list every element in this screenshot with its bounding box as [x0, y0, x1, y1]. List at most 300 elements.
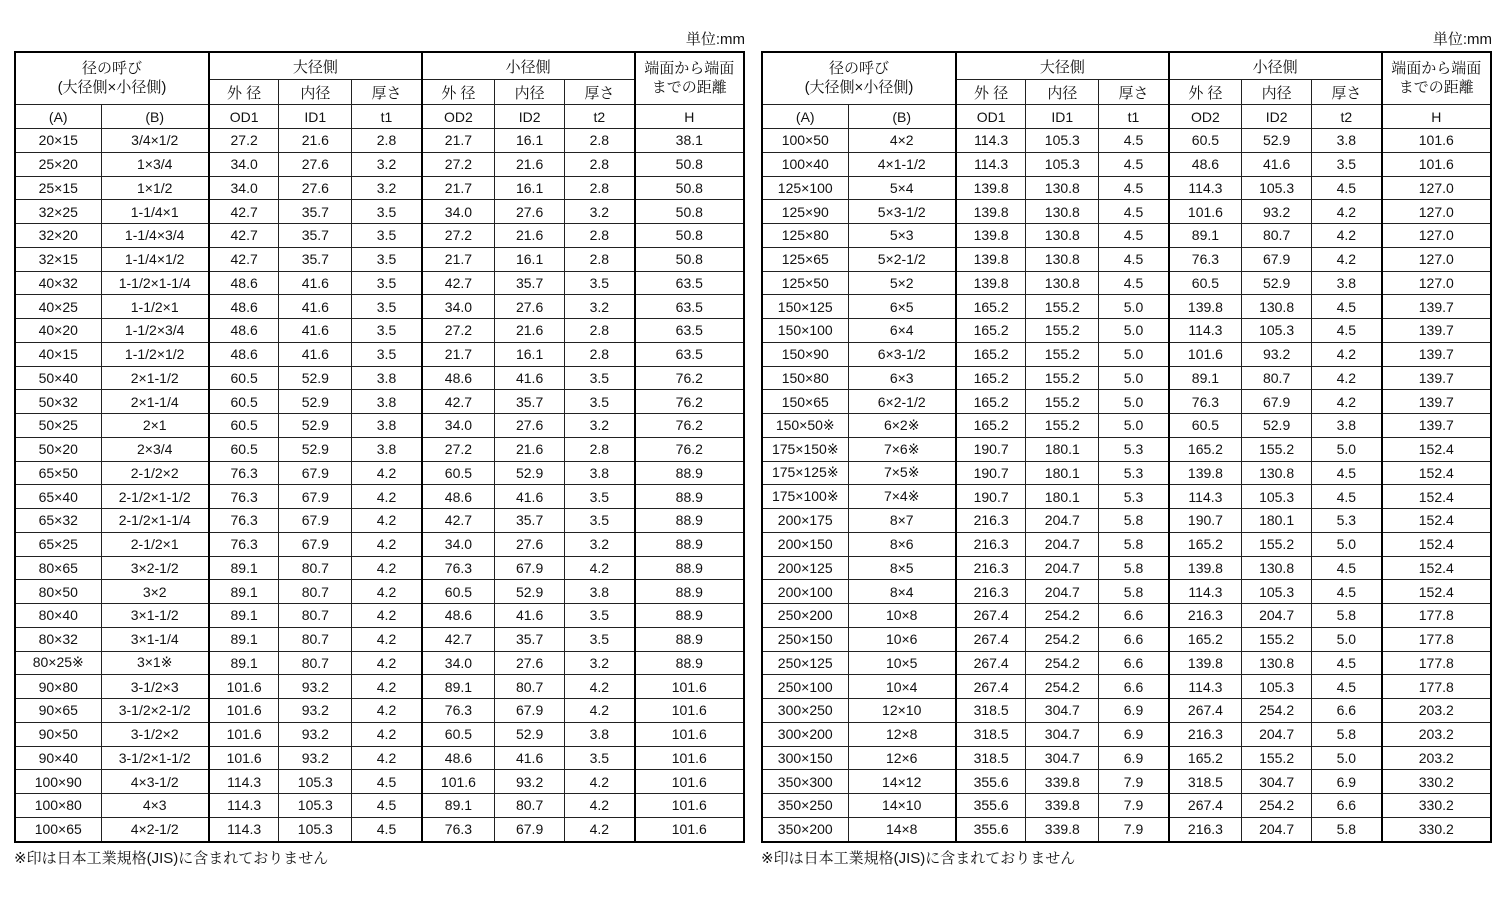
- table-cell: 65×32: [15, 509, 101, 533]
- table-row: [15, 200, 744, 224]
- table-cell: 34.0: [422, 651, 495, 675]
- table-cell: 89.1: [209, 556, 279, 580]
- table-row: [762, 247, 1491, 271]
- table-cell: 130.8: [1026, 247, 1099, 271]
- table-cell: 100×80: [15, 794, 101, 818]
- table-cell: 60.5: [209, 437, 279, 461]
- table-cell: 5×3-1/2: [848, 200, 956, 224]
- col-header-id1-jp: 内径: [279, 80, 352, 105]
- col-header-b: (B): [101, 105, 209, 129]
- col-header-od2: OD2: [422, 105, 495, 129]
- table-cell: 6.6: [1099, 651, 1169, 675]
- table-cell: 42.7: [422, 271, 495, 295]
- table-cell: 3.2: [352, 176, 422, 200]
- table-cell: 190.7: [956, 437, 1026, 461]
- col-header-t1-jp: 厚さ: [1099, 80, 1169, 105]
- table-cell: 139.8: [956, 224, 1026, 248]
- table-cell: 4.2: [352, 746, 422, 770]
- table-row: [762, 319, 1491, 343]
- table-cell: 89.1: [209, 604, 279, 628]
- table-row: [15, 271, 744, 295]
- table-cell: 10×5: [848, 651, 956, 675]
- table-cell: 105.3: [1026, 129, 1099, 153]
- table-header: [762, 52, 1491, 129]
- table-row: [15, 152, 744, 176]
- table-cell: 180.1: [1026, 437, 1099, 461]
- table-cell: 2-1/2×1: [101, 532, 209, 556]
- table-cell: 139.7: [1382, 390, 1491, 414]
- col-header-t1: t1: [1099, 105, 1169, 129]
- table-cell: 5.0: [1099, 414, 1169, 438]
- table-cell: 300×200: [762, 722, 848, 746]
- table-cell: 50×32: [15, 390, 101, 414]
- table-row: [762, 580, 1491, 604]
- table-cell: 4.5: [1312, 580, 1382, 604]
- col-group-face-distance: [635, 52, 744, 105]
- table-cell: 3-1/2×2-1/2: [101, 699, 209, 723]
- table-cell: 50×20: [15, 437, 101, 461]
- col-header-t2-jp: 厚さ: [1312, 80, 1382, 105]
- table-cell: 34.0: [422, 414, 495, 438]
- table-cell: 6.9: [1099, 699, 1169, 723]
- table-cell: 155.2: [1026, 319, 1099, 343]
- table-cell: 100×65: [15, 817, 101, 841]
- table-cell: 14×8: [848, 817, 956, 841]
- table-cell: 80.7: [495, 675, 565, 699]
- table-cell: 4.5: [1099, 152, 1169, 176]
- table-cell: 27.2: [209, 129, 279, 153]
- table-cell: 130.8: [1026, 271, 1099, 295]
- table-cell: 5.0: [1312, 627, 1382, 651]
- table-cell: 100×50: [762, 129, 848, 153]
- table-row: [15, 746, 744, 770]
- table-row: [15, 295, 744, 319]
- table-cell: 204.7: [1242, 604, 1312, 628]
- table-cell: 3.5: [565, 746, 635, 770]
- table-cell: 101.6: [209, 722, 279, 746]
- spec-panel-left: [14, 30, 745, 868]
- table-cell: 139.8: [956, 247, 1026, 271]
- table-cell: 5.8: [1099, 556, 1169, 580]
- table-cell: 12×10: [848, 699, 956, 723]
- table-cell: 339.8: [1026, 770, 1099, 794]
- table-cell: 48.6: [422, 604, 495, 628]
- table-cell: 4.5: [1312, 295, 1382, 319]
- table-cell: 155.2: [1026, 414, 1099, 438]
- table-cell: 41.6: [279, 342, 352, 366]
- table-cell: 165.2: [1169, 746, 1242, 770]
- table-cell: 1-1/4×1/2: [101, 247, 209, 271]
- table-cell: 177.8: [1382, 627, 1491, 651]
- table-cell: 50×25: [15, 414, 101, 438]
- table-cell: 304.7: [1026, 699, 1099, 723]
- table-cell: 101.6: [209, 699, 279, 723]
- table-cell: 130.8: [1242, 461, 1312, 485]
- table-cell: 130.8: [1242, 295, 1312, 319]
- table-cell: 139.7: [1382, 414, 1491, 438]
- table-cell: 60.5: [422, 461, 495, 485]
- table-cell: 216.3: [956, 580, 1026, 604]
- table-cell: 152.4: [1382, 580, 1491, 604]
- table-cell: 114.3: [1169, 485, 1242, 509]
- table-cell: 60.5: [209, 414, 279, 438]
- table-row: [15, 532, 744, 556]
- table-cell: 165.2: [956, 414, 1026, 438]
- table-row: [15, 414, 744, 438]
- table-cell: 4.5: [1312, 461, 1382, 485]
- table-cell: 88.9: [635, 580, 744, 604]
- table-cell: 250×125: [762, 651, 848, 675]
- table-cell: 5.0: [1099, 342, 1169, 366]
- table-row: [762, 627, 1491, 651]
- table-cell: 76.3: [422, 699, 495, 723]
- table-cell: 40×25: [15, 295, 101, 319]
- table-cell: 150×125: [762, 295, 848, 319]
- table-cell: 52.9: [279, 414, 352, 438]
- table-cell: 2.8: [565, 176, 635, 200]
- col-header-od2: OD2: [1169, 105, 1242, 129]
- table-cell: 125×100: [762, 176, 848, 200]
- table-cell: 8×4: [848, 580, 956, 604]
- table-cell: 80.7: [279, 651, 352, 675]
- table-cell: 114.3: [1169, 580, 1242, 604]
- table-cell: 67.9: [1242, 390, 1312, 414]
- table-row: [762, 770, 1491, 794]
- table-cell: 355.6: [956, 794, 1026, 818]
- table-row: [15, 390, 744, 414]
- table-cell: 5×3: [848, 224, 956, 248]
- table-row: [15, 722, 744, 746]
- table-cell: 67.9: [495, 817, 565, 841]
- table-cell: 127.0: [1382, 224, 1491, 248]
- table-cell: 5.8: [1312, 722, 1382, 746]
- table-cell: 350×250: [762, 794, 848, 818]
- table-cell: 8×5: [848, 556, 956, 580]
- table-cell: 8×6: [848, 532, 956, 556]
- table-cell: 165.2: [956, 342, 1026, 366]
- table-cell: 93.2: [279, 675, 352, 699]
- table-row: [762, 651, 1491, 675]
- table-cell: 6.6: [1099, 675, 1169, 699]
- table-cell: 4×3-1/2: [101, 770, 209, 794]
- table-cell: 16.1: [495, 176, 565, 200]
- nominal-title: 径の呼び: [81, 59, 142, 77]
- table-cell: 165.2: [1169, 627, 1242, 651]
- table-cell: 20×15: [15, 129, 101, 153]
- table-cell: 16.1: [495, 247, 565, 271]
- table-cell: 3.8: [352, 390, 422, 414]
- table-cell: 1-1/2×1-1/4: [101, 271, 209, 295]
- table-cell: 101.6: [1382, 129, 1491, 153]
- table-cell: 105.3: [1242, 176, 1312, 200]
- table-cell: 89.1: [1169, 366, 1242, 390]
- table-row: [15, 247, 744, 271]
- table-cell: 52.9: [1242, 271, 1312, 295]
- table-cell: 155.2: [1026, 366, 1099, 390]
- spec-panel-right: [761, 30, 1492, 868]
- table-cell: 125×65: [762, 247, 848, 271]
- table-cell: 267.4: [1169, 794, 1242, 818]
- table-cell: 80.7: [279, 580, 352, 604]
- table-cell: 63.5: [635, 342, 744, 366]
- jis-footnote: ※印は日本工業規格(JIS)に含まれておりません: [761, 849, 1076, 867]
- table-cell: 50×40: [15, 366, 101, 390]
- table-cell: 350×200: [762, 817, 848, 841]
- table-cell: 80×65: [15, 556, 101, 580]
- table-cell: 65×25: [15, 532, 101, 556]
- unit-label: 単位:mm: [685, 31, 745, 48]
- table-cell: 3.2: [352, 152, 422, 176]
- table-cell: 4.5: [1099, 247, 1169, 271]
- table-cell: 42.7: [209, 247, 279, 271]
- table-cell: 139.7: [1382, 295, 1491, 319]
- table-row: [15, 651, 744, 675]
- table-cell: 139.8: [956, 271, 1026, 295]
- col-group-face-distance: [1382, 52, 1491, 105]
- table-cell: 2-1/2×1-1/4: [101, 509, 209, 533]
- table-cell: 2×1-1/2: [101, 366, 209, 390]
- table-cell: 105.3: [279, 817, 352, 841]
- table-cell: 60.5: [1169, 414, 1242, 438]
- table-cell: 101.6: [635, 675, 744, 699]
- table-cell: 67.9: [1242, 247, 1312, 271]
- table-cell: 76.3: [209, 485, 279, 509]
- nominal-title: 径の呼び: [828, 59, 889, 77]
- table-cell: 216.3: [956, 532, 1026, 556]
- table-cell: 3.5: [565, 271, 635, 295]
- table-cell: 101.6: [635, 722, 744, 746]
- table-row: [15, 485, 744, 509]
- table-cell: 304.7: [1026, 722, 1099, 746]
- table-cell: 4.2: [565, 675, 635, 699]
- table-body: [762, 129, 1491, 842]
- table-cell: 50.8: [635, 200, 744, 224]
- table-cell: 48.6: [422, 366, 495, 390]
- table-cell: 4.5: [352, 817, 422, 841]
- table-cell: 300×250: [762, 699, 848, 723]
- table-cell: 5.3: [1099, 461, 1169, 485]
- table-cell: 3×2: [101, 580, 209, 604]
- table-cell: 5.8: [1312, 604, 1382, 628]
- table-cell: 180.1: [1026, 461, 1099, 485]
- table-cell: 93.2: [1242, 342, 1312, 366]
- table-cell: 3.8: [1312, 271, 1382, 295]
- col-group-large-side: 大径側: [209, 52, 422, 80]
- table-cell: 3.5: [352, 224, 422, 248]
- table-row: [15, 770, 744, 794]
- table-cell: 48.6: [209, 295, 279, 319]
- table-cell: 90×80: [15, 675, 101, 699]
- table-cell: 165.2: [1169, 437, 1242, 461]
- table-cell: 304.7: [1026, 746, 1099, 770]
- table-cell: 4.5: [1099, 271, 1169, 295]
- table-cell: 190.7: [956, 485, 1026, 509]
- table-cell: 25×20: [15, 152, 101, 176]
- table-cell: 130.8: [1026, 224, 1099, 248]
- table-cell: 200×100: [762, 580, 848, 604]
- table-row: [15, 675, 744, 699]
- table-cell: 5.0: [1099, 295, 1169, 319]
- col-header-id2-jp: 内径: [1242, 80, 1312, 105]
- table-cell: 3.8: [565, 722, 635, 746]
- table-cell: 50.8: [635, 224, 744, 248]
- table-cell: 2.8: [565, 319, 635, 343]
- table-cell: 21.7: [422, 342, 495, 366]
- table-cell: 204.7: [1242, 722, 1312, 746]
- table-cell: 318.5: [956, 722, 1026, 746]
- table-cell: 10×8: [848, 604, 956, 628]
- table-cell: 139.8: [956, 200, 1026, 224]
- table-cell: 27.2: [422, 319, 495, 343]
- table-cell: 76.3: [422, 817, 495, 841]
- table-cell: 254.2: [1242, 794, 1312, 818]
- table-cell: 3-1/2×2: [101, 722, 209, 746]
- table-row: [15, 461, 744, 485]
- table-cell: 67.9: [279, 485, 352, 509]
- col-header-od1-jp: 外 径: [956, 80, 1026, 105]
- table-row: [762, 152, 1491, 176]
- table-cell: 100×40: [762, 152, 848, 176]
- table-cell: 114.3: [956, 152, 1026, 176]
- table-cell: 93.2: [495, 770, 565, 794]
- table-cell: 3.8: [1312, 129, 1382, 153]
- table-cell: 5.8: [1099, 580, 1169, 604]
- table-cell: 4.5: [1312, 675, 1382, 699]
- table-cell: 101.6: [635, 746, 744, 770]
- table-cell: 190.7: [956, 461, 1026, 485]
- table-cell: 101.6: [1169, 200, 1242, 224]
- table-cell: 89.1: [422, 794, 495, 818]
- table-cell: 48.6: [209, 342, 279, 366]
- table-cell: 4.2: [565, 556, 635, 580]
- table-cell: 63.5: [635, 319, 744, 343]
- table-cell: 5.0: [1312, 532, 1382, 556]
- col-header-od1: OD1: [209, 105, 279, 129]
- distance-line2: までの距離: [651, 78, 727, 96]
- table-row: [15, 319, 744, 343]
- table-cell: 3.5: [352, 200, 422, 224]
- table-cell: 3.5: [352, 271, 422, 295]
- table-cell: 6.6: [1099, 604, 1169, 628]
- table-cell: 4.5: [1099, 176, 1169, 200]
- table-row: [762, 295, 1491, 319]
- col-header-t2: t2: [565, 105, 635, 129]
- reducer-spec-table: [761, 51, 1492, 843]
- table-cell: 4×3: [101, 794, 209, 818]
- table-cell: 5.3: [1312, 509, 1382, 533]
- table-cell: 105.3: [279, 794, 352, 818]
- table-cell: 35.7: [279, 247, 352, 271]
- table-cell: 175×125※: [762, 461, 848, 485]
- table-cell: 3.2: [565, 200, 635, 224]
- table-cell: 204.7: [1026, 580, 1099, 604]
- table-cell: 34.0: [209, 176, 279, 200]
- table-cell: 80.7: [279, 604, 352, 628]
- table-cell: 6×5: [848, 295, 956, 319]
- table-cell: 80.7: [279, 556, 352, 580]
- table-row: [15, 627, 744, 651]
- table-cell: 318.5: [1169, 770, 1242, 794]
- table-cell: 6×4: [848, 319, 956, 343]
- table-cell: 63.5: [635, 271, 744, 295]
- col-header-id1-jp: 内径: [1026, 80, 1099, 105]
- table-row: [762, 390, 1491, 414]
- table-cell: 175×100※: [762, 485, 848, 509]
- table-cell: 2-1/2×1-1/2: [101, 485, 209, 509]
- table-cell: 3.2: [565, 651, 635, 675]
- table-cell: 3.8: [352, 414, 422, 438]
- table-cell: 355.6: [956, 770, 1026, 794]
- table-cell: 101.6: [209, 746, 279, 770]
- table-cell: 41.6: [1242, 152, 1312, 176]
- table-cell: 101.6: [635, 794, 744, 818]
- table-cell: 27.6: [495, 651, 565, 675]
- table-cell: 250×150: [762, 627, 848, 651]
- table-cell: 155.2: [1242, 437, 1312, 461]
- table-cell: 27.6: [495, 532, 565, 556]
- table-cell: 1-1/2×1: [101, 295, 209, 319]
- table-cell: 63.5: [635, 295, 744, 319]
- table-cell: 4.5: [1099, 200, 1169, 224]
- table-cell: 204.7: [1026, 509, 1099, 533]
- table-cell: 7×6※: [848, 437, 956, 461]
- table-cell: 318.5: [956, 746, 1026, 770]
- table-cell: 8×7: [848, 509, 956, 533]
- col-header-t2-jp: 厚さ: [565, 80, 635, 105]
- table-cell: 4.5: [1312, 176, 1382, 200]
- table-cell: 5.0: [1099, 319, 1169, 343]
- table-cell: 139.7: [1382, 342, 1491, 366]
- table-cell: 67.9: [279, 532, 352, 556]
- table-cell: 300×150: [762, 746, 848, 770]
- table-cell: 204.7: [1242, 817, 1312, 841]
- table-cell: 42.7: [209, 200, 279, 224]
- table-cell: 101.6: [1169, 342, 1242, 366]
- table-cell: 254.2: [1026, 651, 1099, 675]
- table-row: [762, 224, 1491, 248]
- table-cell: 3.2: [565, 532, 635, 556]
- table-cell: 150×90: [762, 342, 848, 366]
- table-cell: 7×5※: [848, 461, 956, 485]
- table-row: [762, 817, 1491, 841]
- table-cell: 5.8: [1099, 509, 1169, 533]
- table-cell: 216.3: [1169, 817, 1242, 841]
- table-cell: 100×90: [15, 770, 101, 794]
- table-cell: 52.9: [495, 461, 565, 485]
- table-cell: 2.8: [565, 152, 635, 176]
- table-cell: 150×100: [762, 319, 848, 343]
- table-cell: 2.8: [565, 247, 635, 271]
- table-cell: 6.6: [1312, 699, 1382, 723]
- table-cell: 204.7: [1026, 532, 1099, 556]
- table-cell: 150×65: [762, 390, 848, 414]
- table-cell: 32×25: [15, 200, 101, 224]
- table-cell: 152.4: [1382, 461, 1491, 485]
- table-cell: 130.8: [1242, 556, 1312, 580]
- table-cell: 4.5: [1312, 651, 1382, 675]
- table-cell: 203.2: [1382, 699, 1491, 723]
- table-cell: 21.6: [279, 129, 352, 153]
- table-cell: 4.2: [352, 485, 422, 509]
- table-cell: 4.2: [1312, 390, 1382, 414]
- table-cell: 254.2: [1026, 675, 1099, 699]
- table-row: [762, 129, 1491, 153]
- table-cell: 200×150: [762, 532, 848, 556]
- table-cell: 42.7: [422, 627, 495, 651]
- table-cell: 2.8: [565, 437, 635, 461]
- table-cell: 152.4: [1382, 532, 1491, 556]
- table-cell: 203.2: [1382, 722, 1491, 746]
